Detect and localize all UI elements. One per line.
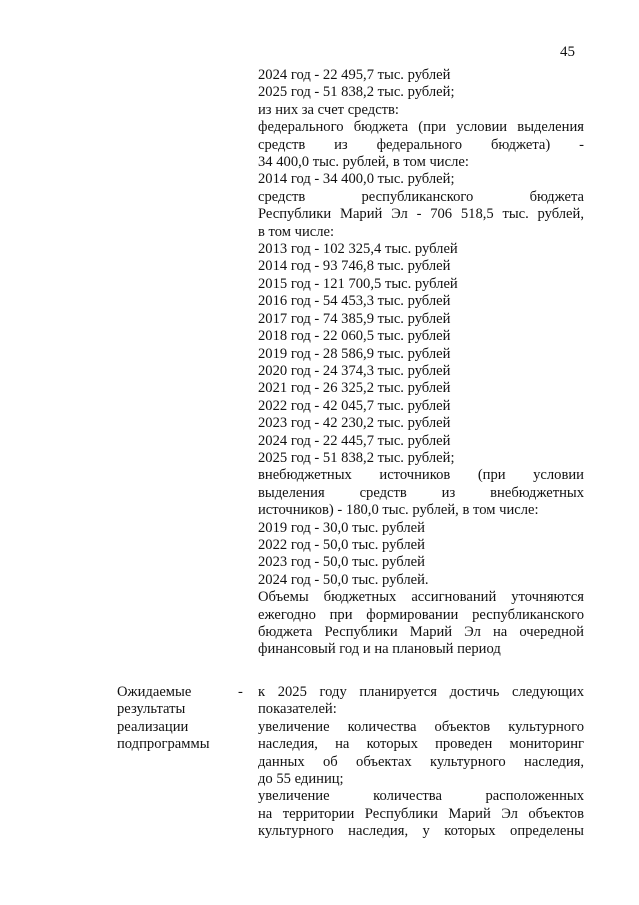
label-line: Ожидаемые (117, 684, 192, 700)
text-line: 2023 год - 42 230,2 тыс. рублей (258, 415, 451, 432)
text-line: внебюджетных источников (при условии (258, 467, 584, 484)
text-line: средств республиканского бюджета (258, 188, 584, 205)
text-line: наследия, на которых проведен мониторинг (258, 736, 584, 753)
text-line: бюджета Республики Марий Эл на очередной (258, 624, 584, 640)
text-line: 2022 год - 42 045,7 тыс. рублей (258, 397, 451, 414)
text-line: культурного наследия, у которых определены (258, 823, 584, 840)
text-line: увеличение количества объектов культурного (258, 718, 584, 735)
label-line: результаты (117, 701, 186, 718)
text-line: Республики Марий Эл - 706 518,5 тыс. рублей, (258, 206, 584, 223)
text-line: до 55 единиц; (258, 771, 344, 788)
text-line: ежегодно при формировании республиканского (258, 606, 584, 623)
text-line: 2014 год - 93 746,8 тыс. рублей (258, 258, 451, 275)
label-line: подпрограммы (117, 736, 210, 753)
text-line: 2022 год - 50,0 тыс. рублей (258, 536, 425, 553)
text-line: 2017 год - 74 385,9 тыс. рублей (258, 310, 451, 327)
text-line: 2025 год - 51 838,2 тыс. рублей; (258, 449, 455, 466)
text-line: 2025 год - 51 838,2 тыс. рублей; (258, 84, 455, 101)
text-line: 2024 год - 22 495,7 тыс. рублей (258, 67, 451, 83)
text-line: Объемы бюджетных ассигнований уточняются (258, 589, 584, 606)
text-line: источников) - 180,0 тыс. рублей, в том числе: (258, 502, 539, 519)
text-line: 2013 год - 102 325,4 тыс. рублей (258, 241, 458, 258)
text-line: из них за счет средств: (258, 101, 399, 118)
text-line: 2020 год - 24 374,3 тыс. рублей (258, 362, 451, 379)
text-line: 2018 год - 22 060,5 тыс. рублей (258, 328, 451, 345)
text-line: увеличение количества расположенных (258, 788, 584, 805)
expected-results-label (117, 684, 247, 754)
funding-volumes-text (258, 67, 584, 659)
text-line: 2021 год - 26 325,2 тыс. рублей (258, 380, 451, 397)
text-line: 2024 год - 22 445,7 тыс. рублей (258, 432, 451, 449)
text-line: 2019 год - 30,0 тыс. рублей (258, 519, 425, 536)
text-line: средств из федерального бюджета) - (258, 136, 584, 153)
text-line: 2016 год - 54 453,3 тыс. рублей (258, 293, 451, 310)
text-line: 2019 год - 28 586,9 тыс. рублей (258, 345, 451, 362)
text-line: в том числе: (258, 223, 335, 240)
text-line: к 2025 году планируется достичь следующих (258, 684, 584, 700)
text-line: выделения средств из внебюджетных (258, 484, 584, 501)
text-line: финансовый год и на плановый период (258, 641, 501, 658)
text-line: 2024 год - 50,0 тыс. рублей. (258, 571, 429, 588)
expected-results-text (258, 684, 584, 841)
text-line: показателей: (258, 701, 337, 718)
text-line: федерального бюджета (при условии выделения (258, 119, 584, 136)
label-line: реализации (117, 718, 189, 735)
text-line: на территории Республики Марий Эл объектов (258, 805, 584, 822)
text-line: 34 400,0 тыс. рублей, в том числе: (258, 154, 469, 171)
page-number: 45 (560, 44, 575, 60)
text-line: 2015 год - 121 700,5 тыс. рублей (258, 275, 458, 292)
expected-results-dash: - (238, 684, 243, 700)
text-line: 2014 год - 34 400,0 тыс. рублей; (258, 171, 455, 188)
text-line: данных об объектах культурного наследия, (258, 753, 584, 770)
text-line: 2023 год - 50,0 тыс. рублей (258, 554, 425, 571)
